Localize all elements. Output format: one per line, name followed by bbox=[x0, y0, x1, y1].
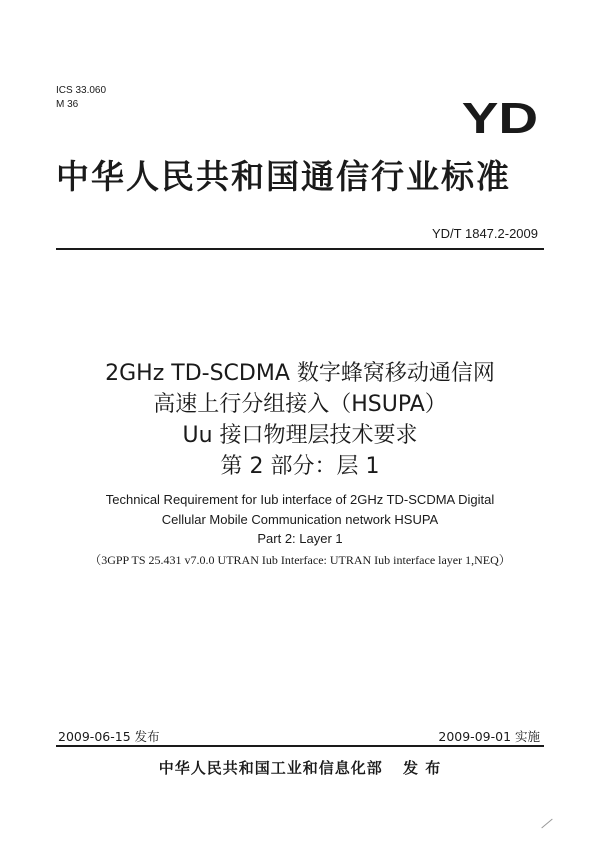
publish-date: 2009-06-15 发布 bbox=[58, 729, 160, 744]
issuer-name: 中华人民共和国工业和信息化部 bbox=[158, 759, 383, 777]
effective-date: 2009-09-01 实施 bbox=[438, 729, 540, 744]
ics-code: ICS 33.060 bbox=[56, 85, 107, 96]
standard-category-title: 中华人民共和国通信行业标准 bbox=[56, 157, 511, 196]
title-zh-line3: Uu 接口物理层技术要求 bbox=[182, 423, 418, 448]
title-en-line3: Part 2: Layer 1 bbox=[257, 531, 343, 546]
yd-logo: YD bbox=[461, 94, 538, 143]
scan-mark bbox=[541, 819, 552, 829]
issuer-line bbox=[0, 757, 600, 778]
title-zh-line1: 2GHz TD-SCDMA 数字蜂窝移动通信网 bbox=[105, 361, 495, 386]
source-reference: （3GPP TS 25.431 v7.0.0 UTRAN Iub Interface: UTRAN Iub interface layer 1,NEQ） bbox=[89, 553, 511, 567]
title-zh-line2: 高速上行分组接入（HSUPA） bbox=[153, 392, 447, 417]
bottom-rule bbox=[56, 745, 544, 747]
top-rule bbox=[56, 248, 544, 250]
title-zh-line4: 第 2 部分：层 1 bbox=[220, 454, 380, 479]
classification-code: M 36 bbox=[56, 99, 79, 110]
title-en-line1: Technical Requirement for Iub interface of 2GHz TD-SCDMA Digital bbox=[105, 492, 495, 507]
title-en-line2: Cellular Mobile Communication network HSUPA bbox=[161, 512, 439, 527]
issue-label: 发 布 bbox=[403, 759, 442, 777]
standard-number: YD/T 1847.2-2009 bbox=[432, 226, 538, 241]
